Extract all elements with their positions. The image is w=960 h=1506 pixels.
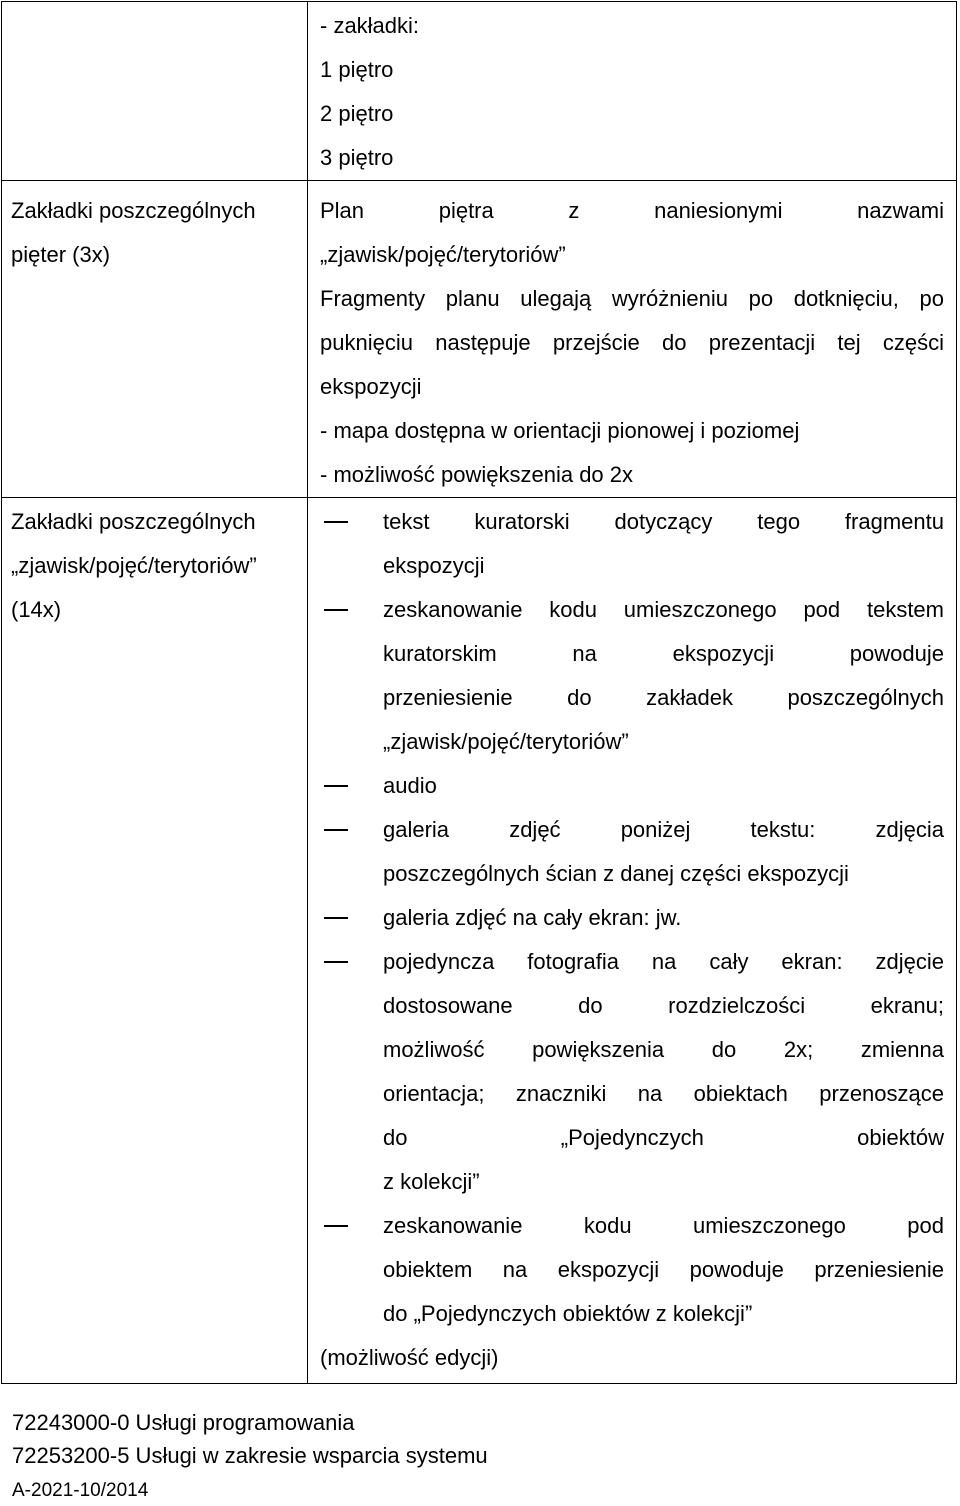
description-line: „zjawisk/pojęć/terytoriów” [320,242,566,267]
row-1-left-cell [2,2,308,181]
bullet-text: kuratorskim na ekspozycji powoduje [383,641,944,666]
description-line: - możliwość powiększenia do 2x [320,462,634,487]
table-row [2,498,957,1384]
bullet-text: zeskanowanie kodu umieszczonego pod tekstem [383,597,944,622]
bullet-item [308,500,944,588]
table-row [2,2,957,181]
dash-bullet-icon [324,1225,348,1227]
bullet-text: zeskanowanie kodu umieszczonego pod [383,1213,944,1238]
bullet-text: przeniesienie do zakładek poszczególnych [383,685,944,710]
bullet-item [308,808,944,896]
bullet-text: możliwość powiększenia do 2x; zmienna [383,1037,944,1062]
tabs-heading: - zakładki: [320,13,420,38]
dash-bullet-icon [324,785,348,787]
bullet-text: ekspozycji [383,553,485,578]
floor-item: 1 piętro [320,57,394,82]
bullet-text: audio [383,773,437,798]
bullet-text: dostosowane do rozdzielczości ekranu; [383,993,944,1018]
bullet-text: poszczególnych ścian z danej części ekspozycji [383,861,849,886]
row-1-right-cell [308,2,957,181]
row-2-right-cell [308,181,957,498]
bullet-item [308,940,944,1204]
bullet-text: „zjawisk/pojęć/terytoriów” [383,729,629,754]
floor-item: 3 piętro [320,145,394,170]
edit-note: (możliwość edycji) [320,1345,499,1370]
cpv-code-line: 72253200-5 Usługi w zakresie wsparcia systemu [12,1443,488,1468]
description-line: Fragmenty planu ulegają wyróżnieniu po dotknięciu, po [320,286,944,311]
bullet-item [308,588,944,764]
dash-bullet-icon [324,609,348,611]
spec-table [1,1,957,1384]
bullet-text: galeria zdjęć poniżej tekstu: zdjęcia [383,817,944,842]
description-line: - mapa dostępna w orientacji pionowej i poziomej [320,418,800,443]
bullet-text: obiektem na ekspozycji powoduje przeniesienie [383,1257,944,1282]
bullet-item [308,764,944,808]
row-3-left-cell [2,498,308,1384]
bullet-text: pojedyncza fotografia na cały ekran: zdjęcie [383,949,944,974]
bullet-text: do „Pojedynczych obiektów z kolekcji” [383,1301,753,1326]
row-label: Zakładki poszczególnych [11,509,256,534]
row-label: (14x) [11,597,62,622]
row-3-right-cell [308,498,957,1384]
bullet-text: z kolekcji” [383,1169,480,1194]
description-line: Plan piętra z naniesionymi nazwami [320,198,944,223]
bullet-text: do „Pojedynczych obiektów [383,1125,944,1150]
dash-bullet-icon [324,917,348,919]
table-row [2,181,957,498]
page-footer [12,1406,488,1506]
cpv-code-line: 72243000-0 Usługi programowania [12,1410,355,1435]
row-label: pięter (3x) [11,242,111,267]
bullet-text: tekst kuratorski dotyczący tego fragmentu [383,509,944,534]
description-line: ekspozycji [320,374,422,399]
bullet-text: orientacja; znaczniki na obiektach przenoszące [383,1081,944,1106]
dash-bullet-icon [324,521,348,523]
row-label: „zjawisk/pojęć/terytoriów” [11,553,257,578]
document-id: A-2021-10/2014 [12,1480,149,1501]
row-label: Zakładki poszczególnych [11,198,256,223]
row-2-left-cell [2,181,308,498]
bullet-text: galeria zdjęć na cały ekran: jw. [383,905,682,930]
dash-bullet-icon [324,829,348,831]
description-line: puknięciu następuje przejście do prezentacji tej części [320,330,944,355]
dash-bullet-icon [324,961,348,963]
floor-item: 2 piętro [320,101,394,126]
bullet-item [308,896,944,940]
bullet-item [308,1204,944,1336]
